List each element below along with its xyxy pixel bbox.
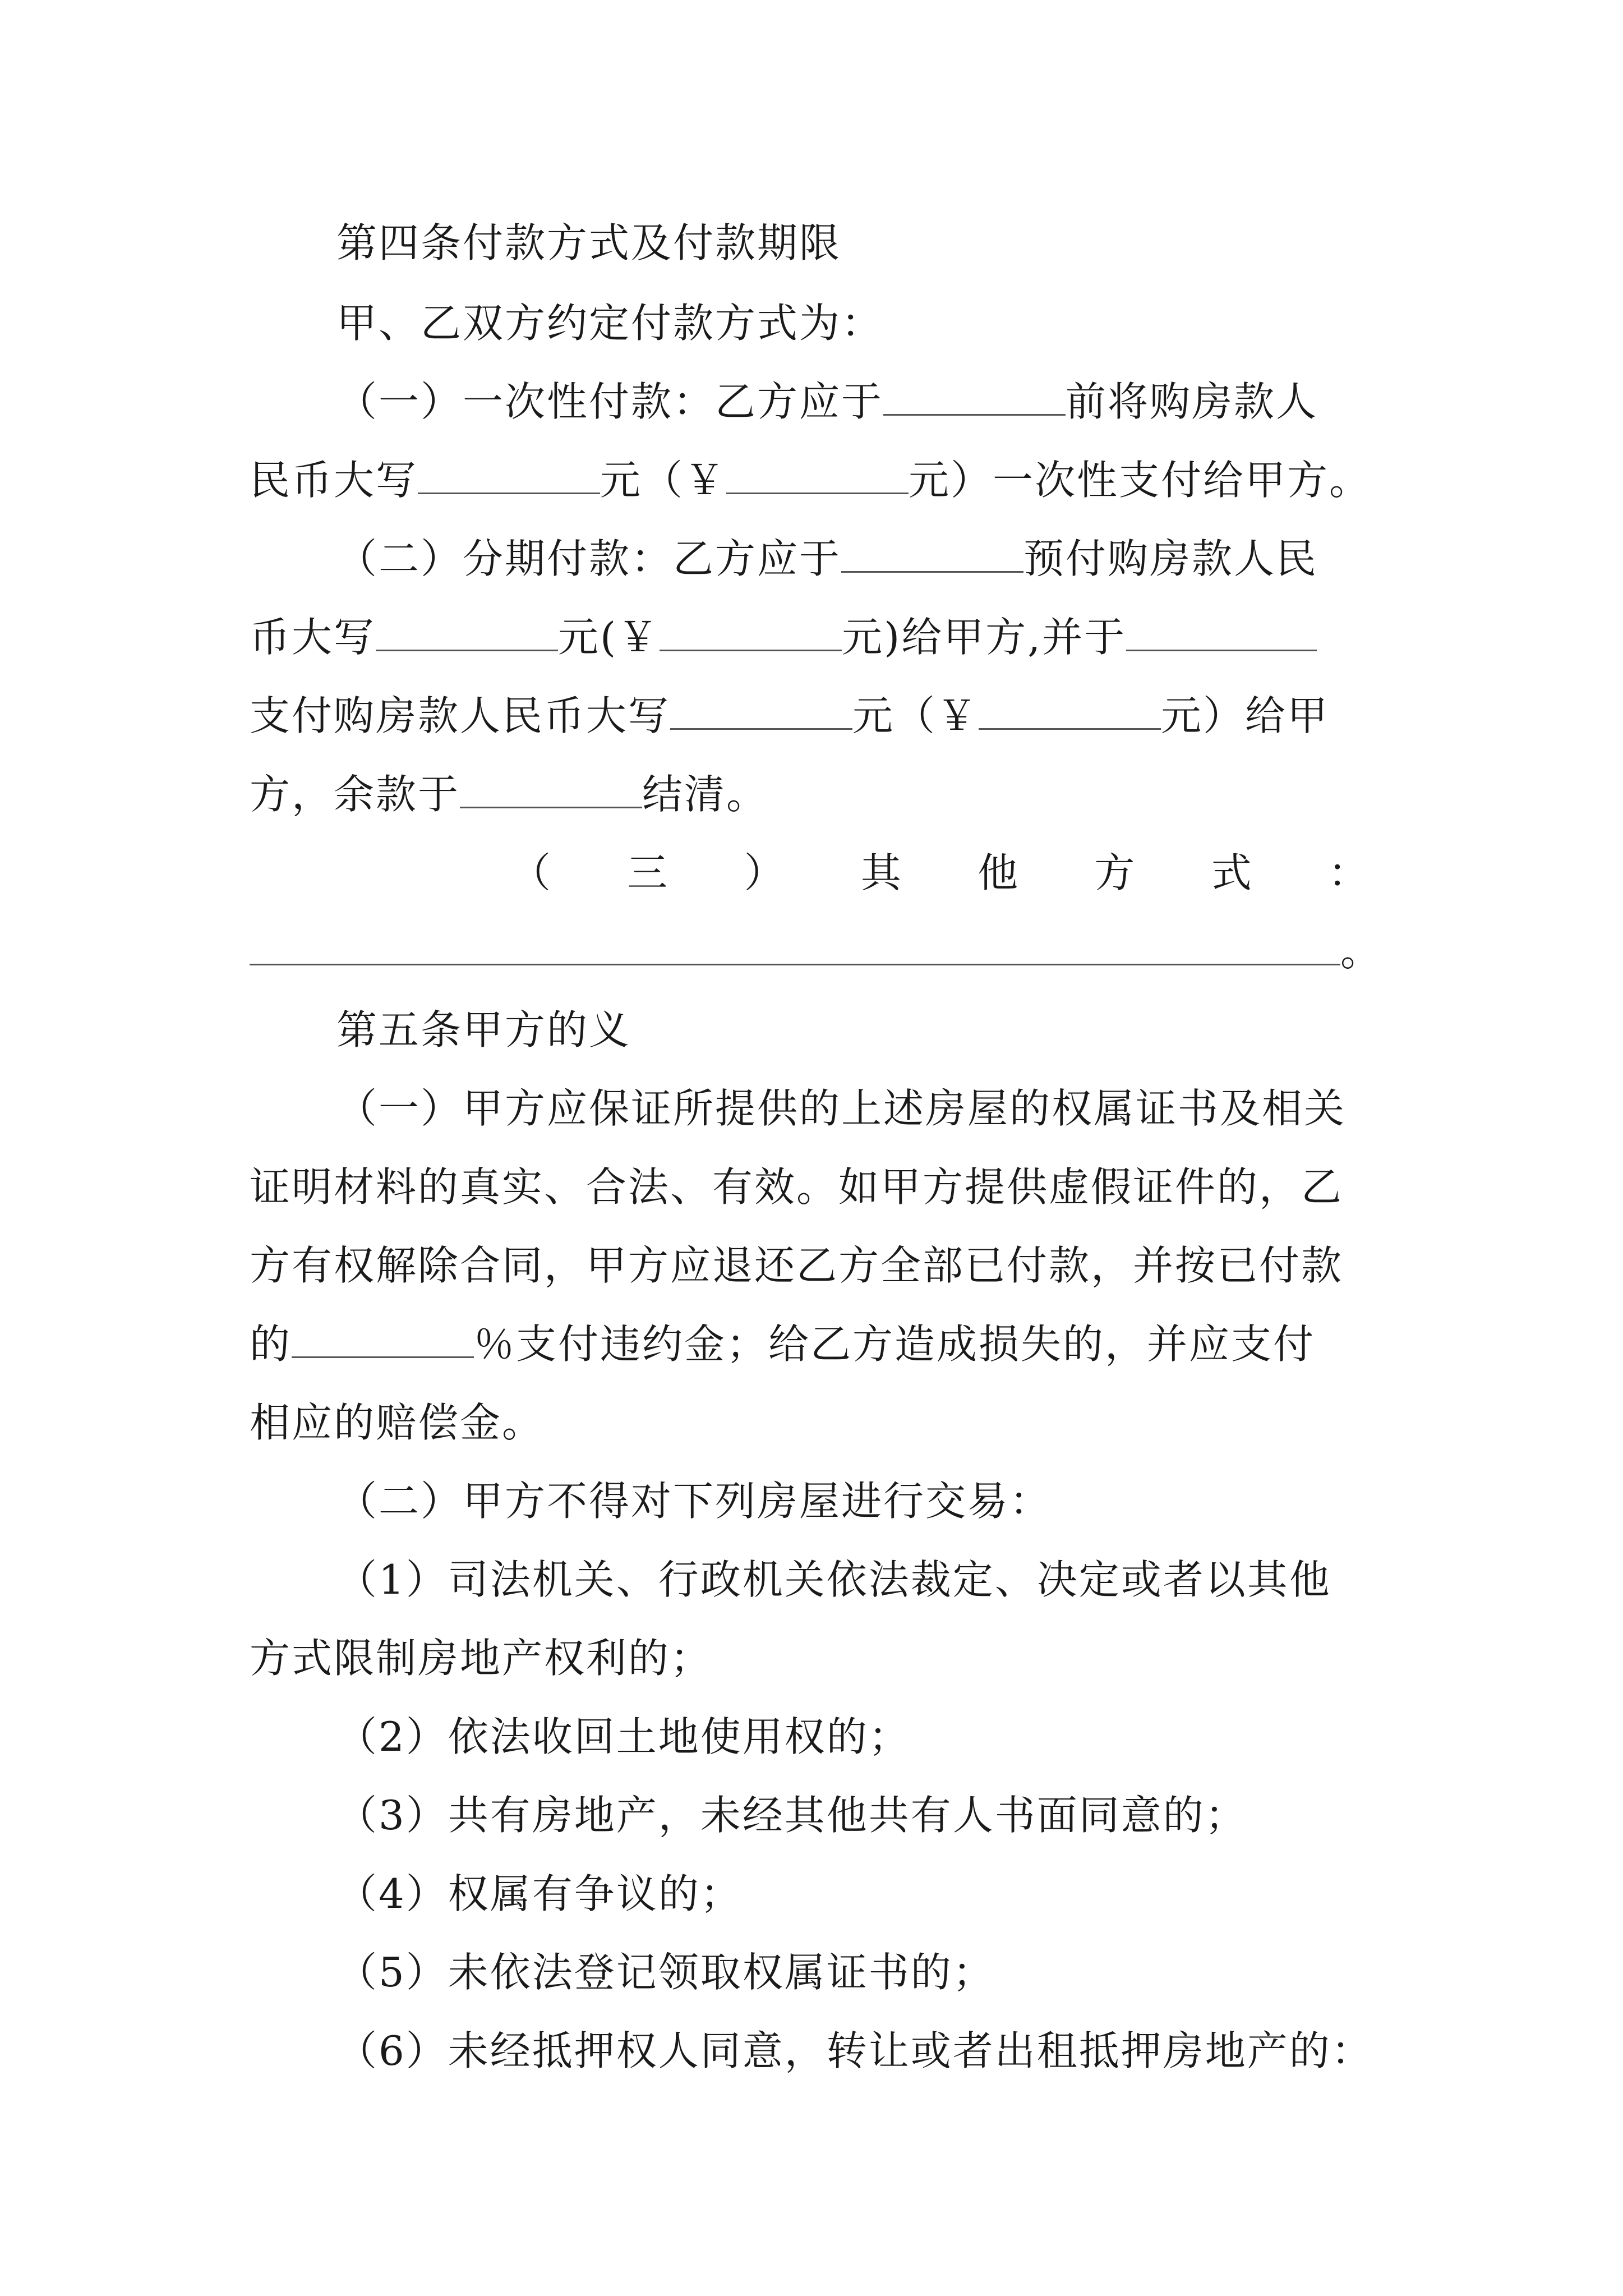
obligation-1-line-5: 相应的赔偿金。	[250, 1399, 545, 1446]
option-2-text-i: 方，余款于	[250, 771, 460, 818]
option-2-text-g: 元（￥	[852, 692, 979, 739]
option-3-char: ）	[744, 849, 785, 896]
option-2-text-b: 预付购房款人民	[1023, 535, 1318, 582]
obligation-1-line-3: 方有权解除合同，甲方应退还乙方全部已付款，并按已付款	[250, 1242, 1344, 1289]
obligation-1-text-a: 的	[250, 1320, 292, 1368]
option-2-text-e: 元)给甲方,并于	[842, 614, 1127, 661]
option-1-text-e: 元）一次性支付给甲方。	[909, 457, 1372, 504]
option-3-line-1	[510, 846, 1368, 900]
option-2-text-j: 结清。	[642, 771, 769, 818]
option-2-line-3	[250, 689, 1329, 743]
list-item-3: （3）共有房地产，未经其他共有人书面同意的；	[336, 1792, 1247, 1839]
list-item-4: （4）权属有争议的；	[336, 1870, 743, 1917]
list-item-1-line-2: 方式限制房地产权利的；	[250, 1635, 713, 1682]
option-3-char: 方	[1094, 849, 1135, 896]
option-2-text-d: 元(￥	[558, 614, 660, 661]
option-1-line-1	[336, 375, 1318, 429]
option-3-end: 。	[1340, 928, 1381, 975]
amount-figures-blank	[726, 461, 909, 494]
option-1-text-a: （一）一次性付款：乙方应于	[336, 378, 884, 425]
prepay-figures-blank	[660, 618, 842, 651]
list-item-5: （5）未依法登记领取权属证书的；	[336, 1949, 995, 1996]
other-method-blank	[250, 932, 1340, 965]
article-5-title: 第五条甲方的义	[336, 1006, 631, 1053]
option-3-char: 其	[860, 849, 901, 896]
option-2-text-h: 元）给甲	[1161, 692, 1330, 739]
option-1-text-d: 元（￥	[600, 457, 727, 504]
option-3-char: 他	[978, 849, 1018, 896]
option-2-text-a: （二）分期付款：乙方应于	[336, 535, 842, 582]
second-words-blank	[670, 697, 852, 730]
list-item-1-line-1: （1）司法机关、行政机关依法裁定、决定或者以其他	[336, 1556, 1331, 1603]
second-date-blank	[1126, 618, 1317, 651]
list-item-6: （6）未经抵押权人同意，转让或者出租抵押房地产的：	[336, 2027, 1373, 2074]
balance-date-blank	[460, 775, 642, 808]
option-1-line-2	[250, 453, 1371, 507]
payment-date-blank	[883, 383, 1066, 416]
obligation-1-line-2: 证明材料的真实、合法、有效。如甲方提供虚假证件的，乙	[250, 1163, 1344, 1211]
article-4-intro: 甲、乙双方约定付款方式为：	[336, 300, 884, 347]
option-2-line-1	[336, 532, 1318, 586]
second-figures-blank	[979, 697, 1161, 730]
option-2-text-f: 支付购房款人民币大写	[250, 692, 671, 739]
option-3-char: ：	[1327, 849, 1368, 896]
penalty-percent-blank	[292, 1325, 474, 1358]
option-3-char: （	[510, 849, 551, 896]
prepay-date-blank	[841, 540, 1023, 573]
list-item-2: （2）依法收回土地使用权的；	[336, 1713, 911, 1760]
option-3-char: 式	[1211, 849, 1252, 896]
amount-words-blank	[418, 461, 600, 494]
obligation-1-line-1: （一）甲方应保证所提供的上述房屋的权属证书及相关	[336, 1085, 1347, 1132]
obligation-2-heading: （二）甲方不得对下列房屋进行交易：	[336, 1478, 1052, 1525]
option-3-line-2	[250, 924, 1381, 978]
option-1-text-b: 前将购房款人	[1066, 378, 1318, 425]
option-3-char: 三	[627, 849, 668, 896]
obligation-1-line-4	[250, 1317, 1315, 1371]
option-1-text-c: 民币大写	[250, 457, 418, 504]
obligation-1-text-b: ％支付违约金；给乙方造成损失的，并应支付	[474, 1320, 1316, 1368]
article-4-title: 第四条付款方式及付款期限	[336, 219, 842, 266]
option-2-text-c: 币大写	[250, 614, 376, 661]
prepay-words-blank	[376, 618, 558, 651]
option-2-line-4	[250, 767, 768, 821]
option-2-line-2	[250, 610, 1317, 664]
